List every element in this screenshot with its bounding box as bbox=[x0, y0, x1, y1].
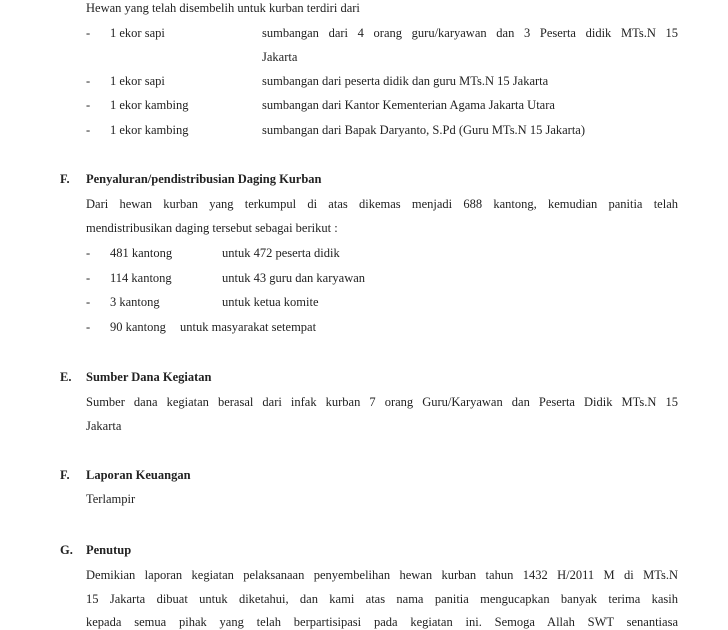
list-dash: - bbox=[86, 123, 91, 137]
animal-source: sumbangan dari Kantor Kementerian Agama Jakarta Utara bbox=[262, 98, 555, 112]
bag-recipient: untuk masyarakat setempat bbox=[180, 320, 317, 334]
section-letter: G. bbox=[60, 543, 73, 557]
animal-name: 1 ekor sapi bbox=[110, 74, 165, 88]
paragraph-line: 15 Jakarta dibuat untuk diketahui, dan kami atas nama panitia mengucapkan banyak terima kasih bbox=[86, 592, 678, 606]
animal-name: 1 ekor kambing bbox=[110, 98, 189, 112]
animal-source: sumbangan dari Bapak Daryanto, S.Pd (Guru MTs.N 15 Jakarta) bbox=[262, 123, 586, 137]
animal-name: 1 ekor kambing bbox=[110, 123, 189, 137]
paragraph-line: Dari hewan kurban yang terkumpul di atas dikemas menjadi 688 kantong, kemudian panitia telah bbox=[86, 197, 678, 211]
section-letter: F. bbox=[60, 468, 70, 482]
bag-count: 481 kantong bbox=[110, 246, 173, 260]
animal-name: 1 ekor sapi bbox=[110, 26, 165, 40]
list-dash: - bbox=[86, 271, 91, 285]
list-dash: - bbox=[86, 246, 91, 260]
bag-count: 3 kantong bbox=[110, 295, 160, 309]
animal-source-cont: Jakarta bbox=[262, 50, 298, 64]
list-dash: - bbox=[86, 74, 91, 88]
paragraph-line: mendistribusikan daging tersebut sebagai berikut : bbox=[86, 221, 338, 235]
bag-recipient: untuk 43 guru dan karyawan bbox=[222, 271, 366, 285]
list-dash: - bbox=[86, 98, 91, 112]
section-heading: Penutup bbox=[86, 543, 132, 557]
section-heading: Laporan Keuangan bbox=[86, 468, 191, 482]
list-dash: - bbox=[86, 320, 91, 334]
paragraph-line: Demikian laporan kegiatan pelaksanaan penyembelihan hewan kurban tahun 1432 H/2011 M di MTs.N bbox=[86, 568, 678, 582]
section-letter: E. bbox=[60, 370, 72, 384]
list-dash: - bbox=[86, 295, 91, 309]
section-heading: Sumber Dana Kegiatan bbox=[86, 370, 212, 384]
bag-count: 114 kantong bbox=[110, 271, 172, 285]
bag-recipient: untuk ketua komite bbox=[222, 295, 319, 309]
bag-count: 90 kantong bbox=[110, 320, 166, 334]
list-dash: - bbox=[86, 26, 91, 40]
animal-source: sumbangan dari 4 orang guru/karyawan dan 3 Peserta didik MTs.N 15 bbox=[262, 26, 678, 40]
paragraph-line: Terlampir bbox=[86, 492, 136, 506]
section-letter: F. bbox=[60, 172, 70, 186]
section-heading: Penyaluran/pendistribusian Daging Kurban bbox=[86, 172, 322, 186]
animal-source: sumbangan dari peserta didik dan guru MTs.N 15 Jakarta bbox=[262, 74, 549, 88]
bag-recipient: untuk 472 peserta didik bbox=[222, 246, 340, 260]
paragraph-line: Sumber dana kegiatan berasal dari infak kurban 7 orang Guru/Karyawan dan Peserta Didik MTs.N 15 bbox=[86, 395, 678, 409]
animals-intro: Hewan yang telah disembelih untuk kurban terdiri dari bbox=[86, 1, 360, 15]
paragraph-line: Jakarta bbox=[86, 419, 122, 433]
paragraph-line: kepada semua pihak yang telah berpartisipasi pada kegiatan ini. Semoga Allah SWT senantiasa bbox=[86, 615, 678, 629]
